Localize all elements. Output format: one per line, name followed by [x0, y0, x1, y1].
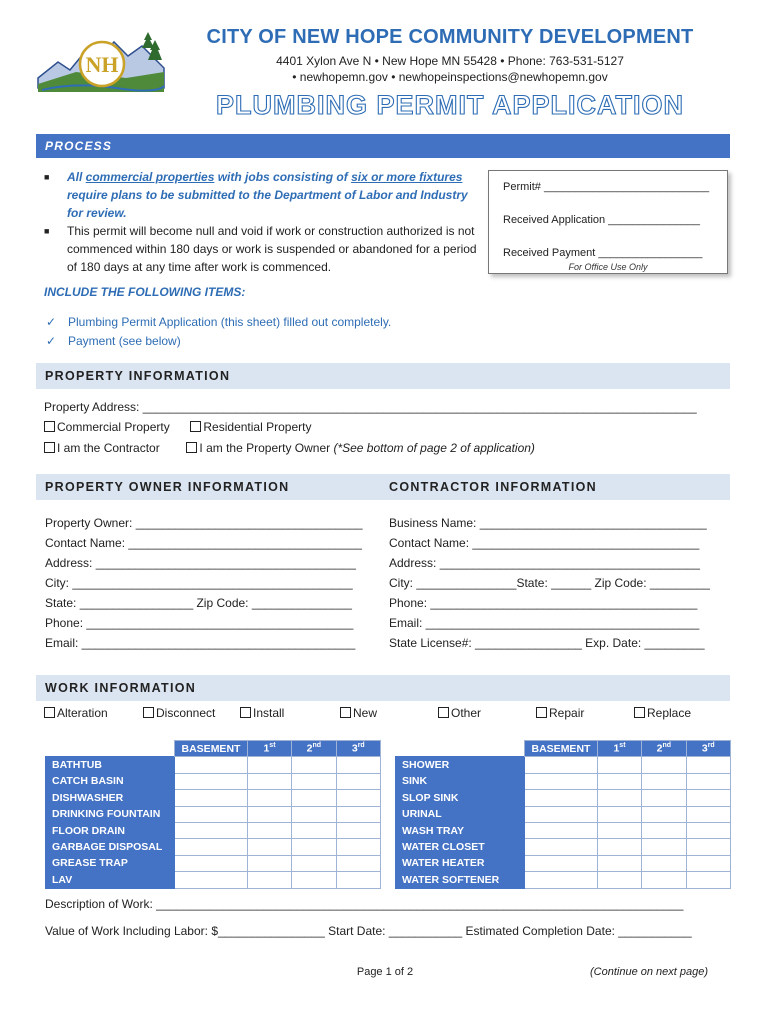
table-row: SLOP SINK [396, 790, 731, 806]
logo-monogram: NH [85, 52, 119, 77]
table-row: GARBAGE DISPOSAL [46, 839, 381, 855]
replace-checkbox[interactable] [634, 707, 645, 718]
owner-city-field[interactable]: City: __________________________________________ [45, 576, 353, 590]
work-info-heading: WORK INFORMATION [36, 675, 730, 701]
table-row: BATHTUB [46, 757, 381, 773]
process-heading: PROCESS [36, 134, 730, 158]
contractor-contact-field[interactable]: Contact Name: __________________________________ [389, 536, 700, 550]
table-row: CATCH BASIN [46, 773, 381, 789]
owner-info-heading: PROPERTY OWNER INFORMATION [45, 480, 290, 494]
include-list: ✓ Plumbing Permit Application (this sheet) filled out completely. ✓ Payment (see below) [46, 313, 391, 351]
work-type-disconnect: Disconnect [143, 706, 215, 720]
process-bullets [44, 168, 484, 276]
include-heading: INCLUDE THE FOLLOWING ITEMS: [44, 285, 246, 299]
table-row: LAV [46, 872, 381, 888]
process-bullet-2: ■ This permit will become null and void if work or construction authorized is not commenced within 180 days or work is suspended or abandoned for a period of 180 days at any time after work is commenced. [44, 224, 477, 274]
contractor-phone-field[interactable]: Phone: ________________________________________ [389, 596, 698, 610]
table-row: GREASE TRAP [46, 855, 381, 871]
owner-name-field[interactable]: Property Owner: __________________________________ [45, 516, 363, 530]
contractor-city-state-zip-field[interactable]: City: _______________State: ______ Zip Code: _________ [389, 576, 710, 590]
table-row: URINAL [396, 806, 731, 822]
other-checkbox[interactable] [438, 707, 449, 718]
fixture-table-left: BASEMENT 1st 2nd 3rd BATHTUB CATCH BASIN DISHWASHER DRINKING FOUNTAIN FLOOR DRAIN GARBAGE DISPOSAL GREASE TRAP LAV [45, 740, 381, 889]
work-type-other: Other [438, 706, 481, 720]
contractor-email-field[interactable]: Email: _________________________________________ [389, 616, 700, 630]
org-address: 4401 Xylon Ave N • New Hope MN 55428 • Phone: 763-531-5127 [276, 54, 624, 68]
residential-property-checkbox[interactable] [190, 421, 201, 432]
work-type-replace: Replace [634, 706, 691, 720]
bullet-square-icon: ■ [44, 172, 50, 182]
received-payment-field[interactable]: Received Payment _________________ [503, 247, 703, 259]
work-type-new: New [340, 706, 377, 720]
checkmark-icon: ✓ [46, 334, 57, 348]
six-fixtures-link: six or more fixtures [351, 170, 463, 184]
org-name: CITY OF NEW HOPE COMMUNITY DEVELOPMENT [206, 26, 694, 48]
permit-number-field[interactable]: Permit# ___________________________ [503, 181, 710, 193]
contractor-info-heading: CONTRACTOR INFORMATION [389, 480, 597, 494]
alteration-checkbox[interactable] [44, 707, 55, 718]
work-type-alteration: Alteration [44, 706, 108, 720]
work-type-install: Install [240, 706, 284, 720]
owner-state-zip-field[interactable]: State: _________________ Zip Code: _______________ [45, 596, 352, 610]
property-info-heading: PROPERTY INFORMATION [36, 363, 730, 389]
state-license-field[interactable]: State License#: ________________ Exp. Date: _________ [389, 636, 705, 650]
document-title: PLUMBING PERMIT APPLICATION [216, 90, 684, 120]
commercial-property-checkbox[interactable] [44, 421, 55, 432]
property-owner-checkbox[interactable] [186, 442, 197, 453]
table-row: SINK [396, 773, 731, 789]
owner-email-field[interactable]: Email: _________________________________________ [45, 636, 356, 650]
table-row: DISHWASHER [46, 790, 381, 806]
table-row: WATER CLOSET [396, 839, 731, 855]
bullet-square-icon: ■ [44, 226, 50, 236]
city-logo [36, 28, 166, 100]
continue-note: (Continue on next page) [590, 966, 709, 978]
process-bullet-1: ■ All commercial properties with jobs consisting of six or more fixtures require plans to be submitted to the Department of Labor and Industry for review. [44, 170, 468, 220]
value-dates-field[interactable]: Value of Work Including Labor: $________________ Start Date: ___________ Estimated Completion Date: ___________ [45, 924, 692, 938]
description-of-work-field[interactable]: Description of Work: _______________________________________________________________________________ [45, 897, 684, 911]
owner-contact-field[interactable]: Contact Name: ___________________________________ [45, 536, 362, 550]
office-use-note: For Office Use Only [568, 262, 648, 272]
business-name-field[interactable]: Business Name: __________________________________ [389, 516, 707, 530]
commercial-properties-link: commercial properties [85, 170, 215, 184]
owner-phone-field[interactable]: Phone: ________________________________________ [45, 616, 354, 630]
disconnect-checkbox[interactable] [143, 707, 154, 718]
property-type-row: Commercial Property Residential Property [44, 420, 311, 434]
new-checkbox[interactable] [340, 707, 351, 718]
table-row: WASH TRAY [396, 822, 731, 838]
contractor-address-field[interactable]: Address: _______________________________________ [389, 556, 700, 570]
install-checkbox[interactable] [240, 707, 251, 718]
office-use-box [488, 170, 728, 274]
fixture-table-right: BASEMENT 1st 2nd 3rd SHOWER SINK SLOP SINK URINAL WASH TRAY WATER CLOSET WATER HEATER WATER SOFTENER [395, 740, 731, 889]
property-address-field[interactable]: Property Address: ___________________________________________________________________________________ [44, 400, 697, 414]
applicant-type-row: I am the Contractor I am the Property Owner (*See bottom of page 2 of application) [44, 441, 535, 455]
owner-address-field[interactable]: Address: _______________________________________ [45, 556, 356, 570]
table-row: WATER SOFTENER [396, 872, 731, 888]
org-web: • newhopemn.gov • newhopeinspections@newhopemn.gov [292, 70, 608, 84]
received-application-field[interactable]: Received Application _______________ [503, 214, 700, 226]
table-row: DRINKING FOUNTAIN [46, 806, 381, 822]
table-row: SHOWER [396, 757, 731, 773]
table-row: WATER HEATER [396, 855, 731, 871]
page-number: Page 1 of 2 [356, 966, 414, 978]
repair-checkbox[interactable] [536, 707, 547, 718]
work-type-repair: Repair [536, 706, 584, 720]
contractor-checkbox[interactable] [44, 442, 55, 453]
checkmark-icon: ✓ [46, 315, 57, 329]
table-row: FLOOR DRAIN [46, 822, 381, 838]
